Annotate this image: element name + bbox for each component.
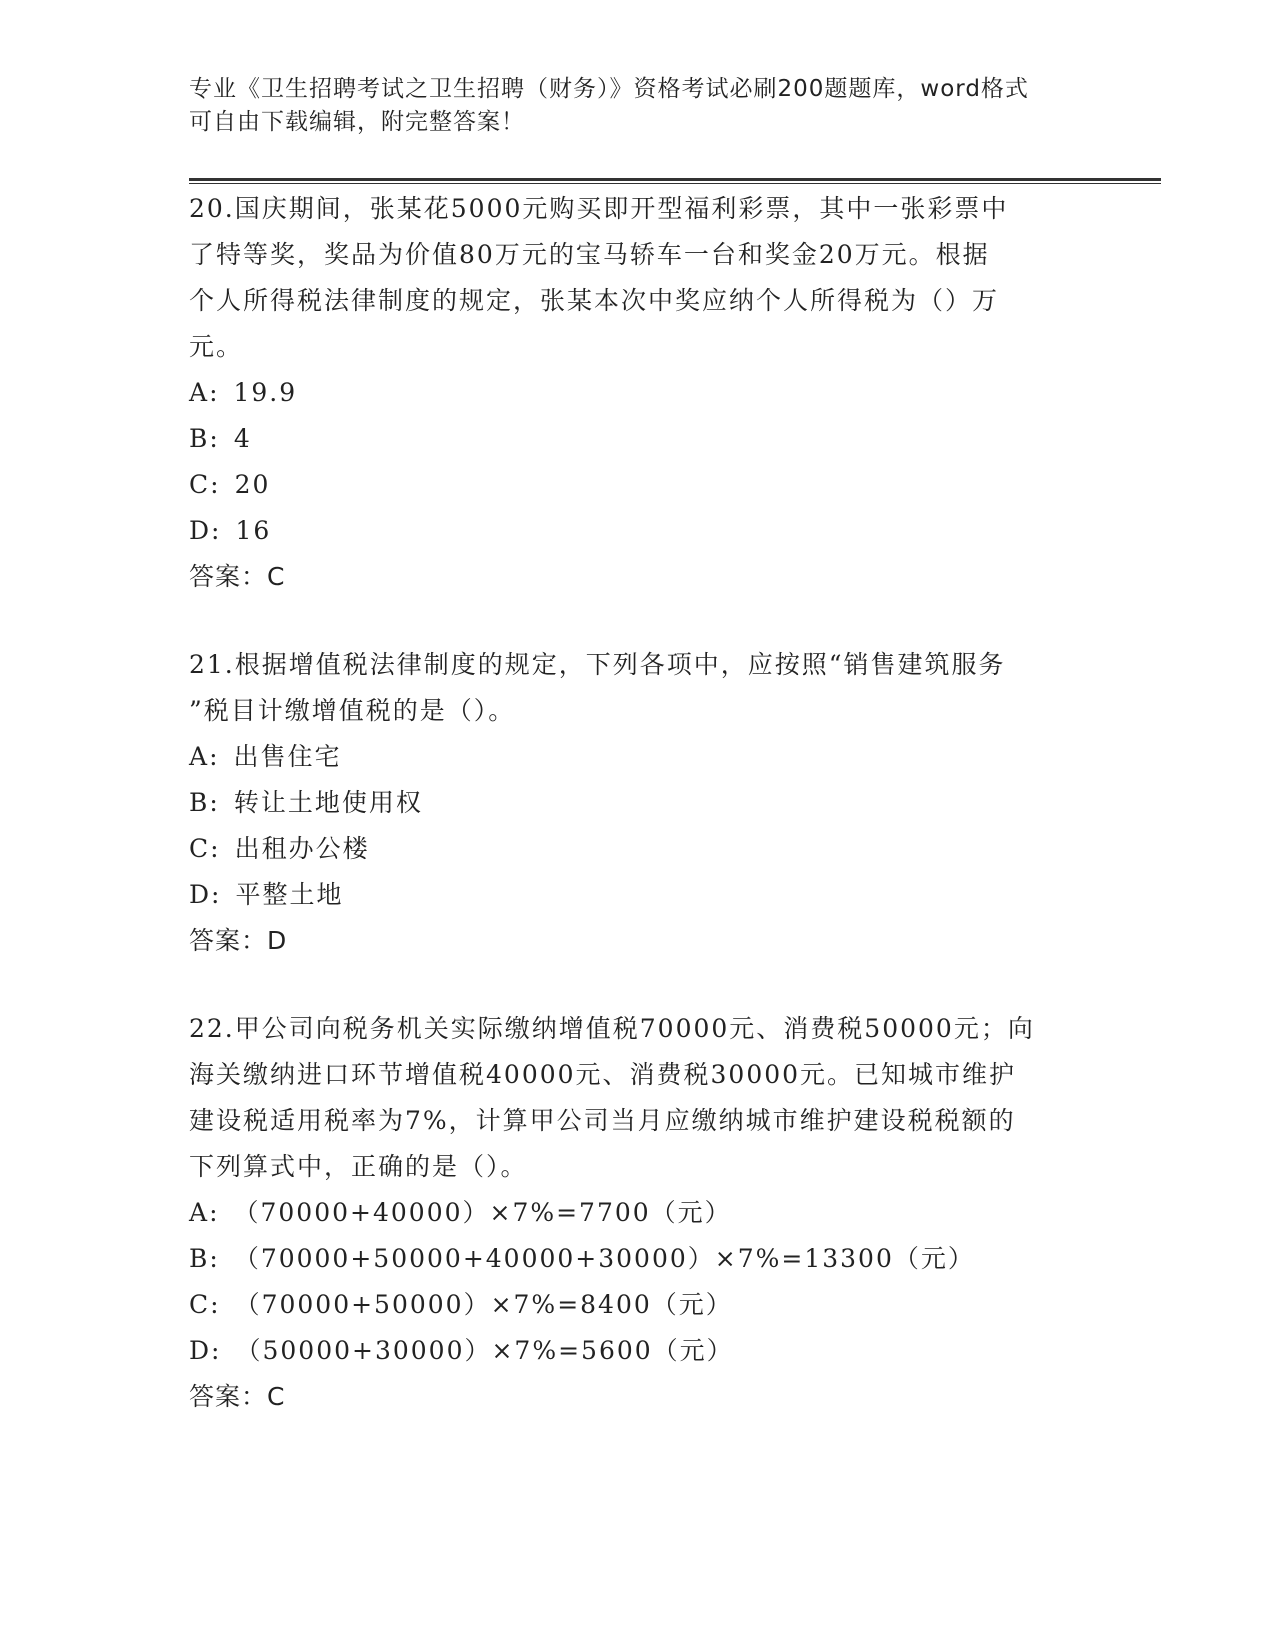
option-a [189,1190,1089,1236]
option-separator: : [211,1336,222,1365]
option-d [189,508,1089,554]
answer-label: 答案：D [189,926,288,955]
option-separator: : [210,1290,221,1319]
option-text: 出租办公楼 [234,834,370,863]
option-b [189,780,1089,826]
option-letter: C [189,834,211,863]
question-21 [189,642,1089,964]
option-letter: B [189,424,210,453]
question-text-line: 海关缴纳进口环节增值税40000元、消费税30000元。已知城市维护 [189,1060,1017,1089]
option-separator: : [209,424,220,453]
option-letter: D [189,880,212,909]
question-text-line: 22.甲公司向税务机关实际缴纳增值税70000元、消费税50000元；向 [189,1014,1035,1043]
document-header [189,73,1089,139]
option-b [189,1236,1089,1282]
option-text: （70000+50000）×7%=8400（元） [234,1290,733,1319]
option-text: （50000+30000）×7%=5600（元） [235,1336,734,1365]
option-text: （70000+50000+40000+30000）×7%=13300（元） [233,1244,975,1273]
option-letter: D [189,1336,212,1365]
question-text-line: 元。 [189,332,244,361]
option-text: 平整土地 [235,880,344,909]
option-separator: : [210,470,221,499]
option-text: 16 [235,516,272,545]
option-letter: C [189,470,211,499]
option-letter: B [189,1244,210,1273]
option-separator: : [211,516,222,545]
option-text: 19.9 [233,378,298,407]
question-text-line: 下列算式中，正确的是（）。 [189,1152,528,1181]
question-text-line: 了特等奖，奖品为价值80万元的宝马轿车一台和奖金20万元。根据 [189,240,990,269]
option-a [189,734,1089,780]
option-letter: A [189,1198,210,1227]
option-text: （70000+40000）×7%=7700（元） [233,1198,732,1227]
option-letter: A [189,378,210,407]
option-letter: A [189,742,210,771]
option-separator: : [209,1244,220,1273]
option-letter: C [189,1290,211,1319]
option-letter: B [189,788,210,817]
option-separator: : [209,742,220,771]
option-separator: : [209,378,220,407]
option-c [189,1282,1089,1328]
question-text-line: ”税目计缴增值税的是（）。 [189,696,516,725]
question-text-line: 20.国庆期间，张某花5000元购买即开型福利彩票，其中一张彩票中 [189,194,1009,223]
option-c [189,826,1089,872]
option-text: 4 [233,424,252,453]
option-separator: : [209,788,220,817]
question-text-line: 21.根据增值税法律制度的规定，下列各项中，应按照“销售建筑服务 [189,650,1006,679]
option-d [189,872,1089,918]
question-text-line: 建设税适用税率为7%，计算甲公司当月应缴纳城市维护建设税税额的 [189,1106,1016,1135]
answer-label: 答案：C [189,562,286,591]
option-text: 转让土地使用权 [233,788,423,817]
option-d [189,1328,1089,1374]
header-divider-thick [189,178,1161,181]
answer-label: 答案：C [189,1382,286,1411]
option-separator: : [210,834,221,863]
question-20 [189,186,1089,600]
option-separator: : [209,1198,220,1227]
question-22 [189,1006,1089,1420]
header-line-2: 可自由下载编辑，附完整答案！ [189,109,525,135]
option-a [189,370,1089,416]
option-b [189,416,1089,462]
header-line-1: 专业《卫生招聘考试之卫生招聘（财务）》资格考试必刷200题题库，word格式 [189,76,1029,102]
option-letter: D [189,516,212,545]
question-text-line: 个人所得税法律制度的规定，张某本次中奖应纳个人所得税为（）万 [189,286,1000,315]
option-text: 出售住宅 [233,742,342,771]
option-c [189,462,1089,508]
header-divider-thin [189,183,1161,184]
option-separator: : [211,880,222,909]
option-text: 20 [234,470,271,499]
